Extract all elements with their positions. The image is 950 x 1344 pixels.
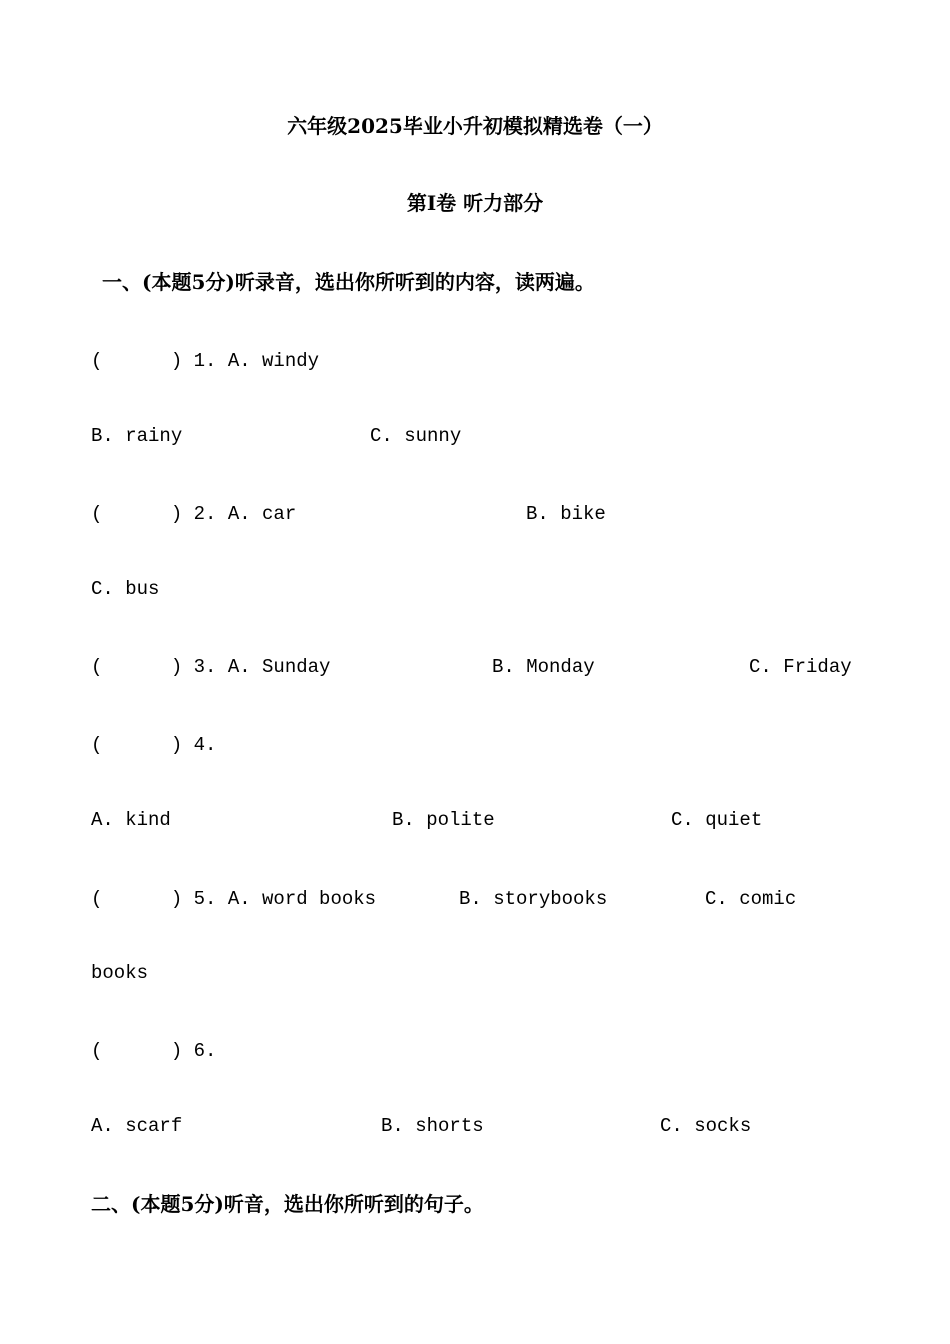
question-2-option-c: C. bus (91, 578, 160, 600)
question-3-option-b: B. Monday (492, 656, 595, 678)
question-4-option-a: A. kind (91, 809, 171, 831)
question-1-option-b: B. rainy (91, 425, 183, 447)
question-5-option-c: C. comic (705, 888, 797, 910)
question-3-stem: ( ) 3. A. Sunday (91, 656, 331, 678)
question-2-option-b: B. bike (526, 503, 606, 525)
question-3-option-c: C. Friday (749, 656, 852, 678)
question-4-option-b: B. polite (392, 809, 495, 831)
question-5-stem: ( ) 5. A. word books (91, 888, 377, 910)
question-5-continuation: books (91, 962, 149, 984)
part-title: 第Ⅰ卷 听力部分 (406, 191, 544, 215)
question-2-stem: ( ) 2. A. car (91, 503, 297, 525)
section2-heading: 二、(本题5分)听音，选出你所听到的句子。 (91, 1192, 484, 1216)
question-1-stem: ( ) 1. A. windy (91, 350, 320, 372)
question-5-option-b: B. storybooks (459, 888, 608, 910)
question-4-option-c: C. quiet (671, 809, 763, 831)
question-4-stem: ( ) 4. (91, 734, 217, 756)
exam-title: 六年级2025毕业小升初模拟精选卷（一） (287, 114, 663, 138)
question-6-option-c: C. socks (660, 1115, 752, 1137)
question-6-option-a: A. scarf (91, 1115, 183, 1137)
question-6-stem: ( ) 6. (91, 1040, 217, 1062)
section1-heading: 一、(本题5分)听录音，选出你所听到的内容，读两遍。 (102, 270, 595, 294)
question-1-option-c: C. sunny (370, 425, 462, 447)
question-6-option-b: B. shorts (381, 1115, 484, 1137)
